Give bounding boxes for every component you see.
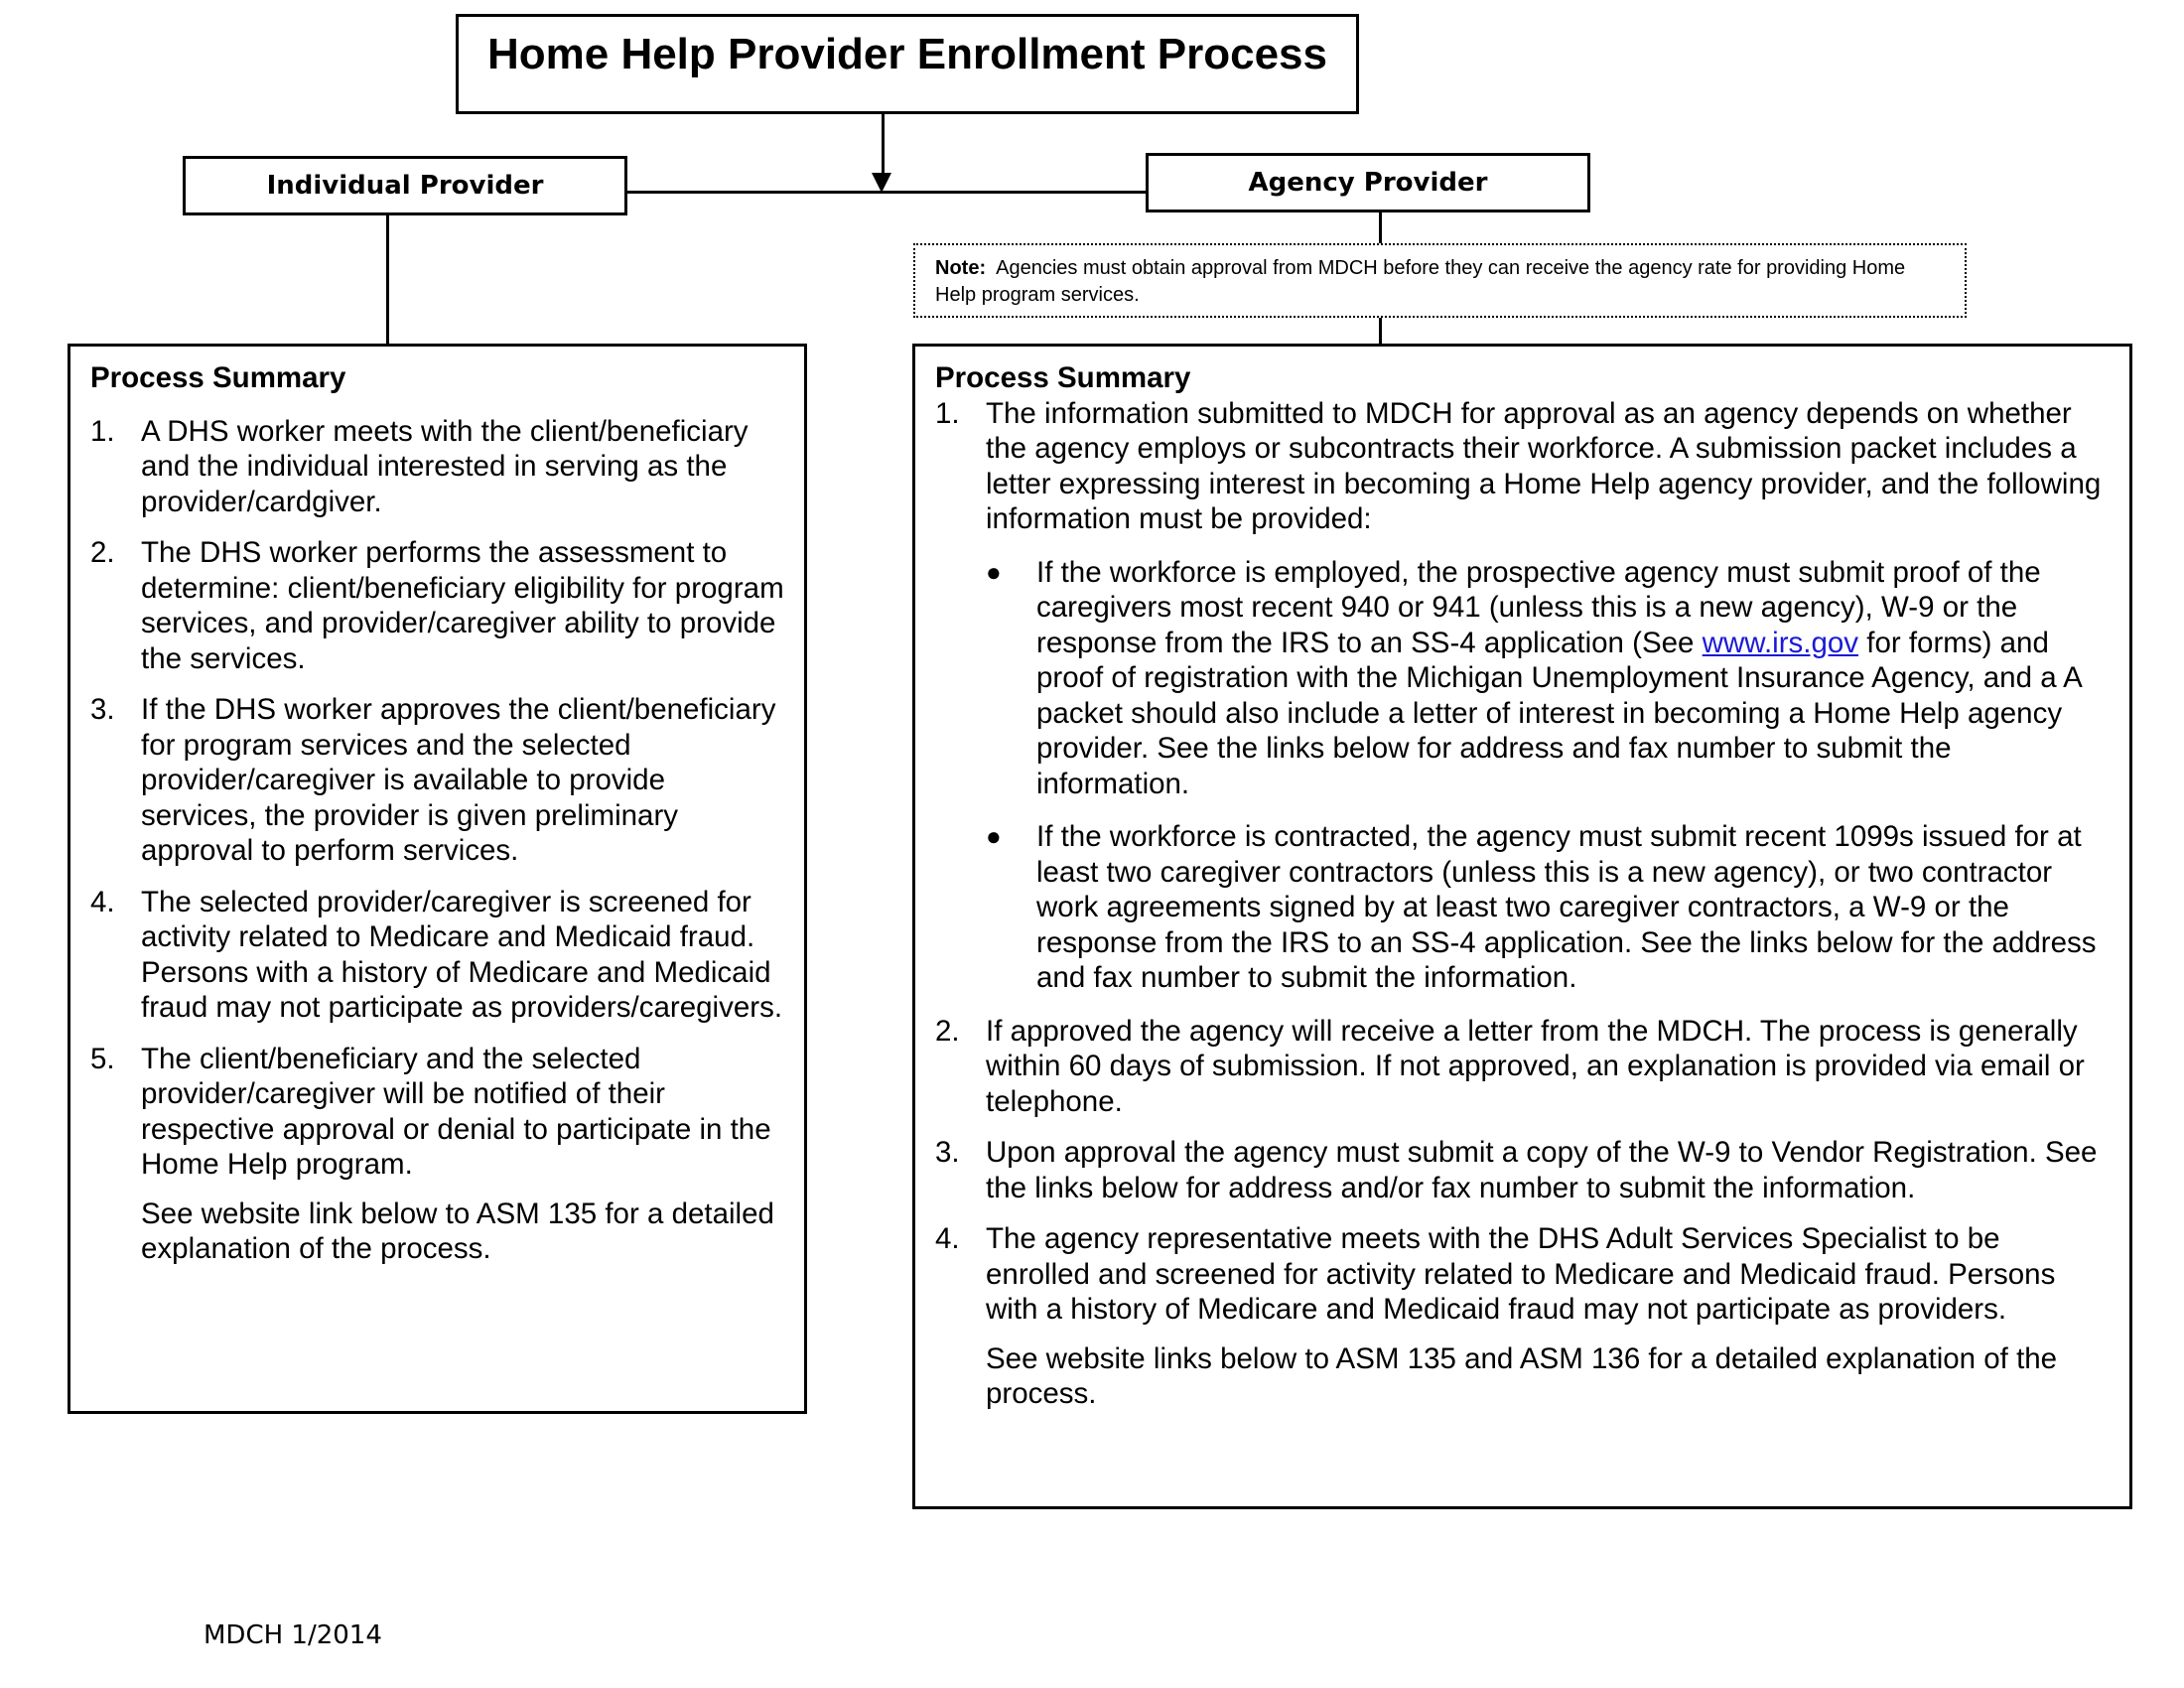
footer-revision: MDCH 1/2014 [204,1620,382,1650]
connector-agency-to-note [1379,212,1382,243]
note-text: Agencies must obtain approval from MDCH before they can receive the agency rate for providing Home Help program services. [935,257,1906,306]
irs-link[interactable]: www.irs.gov [1702,626,1859,659]
agency-steps-list [935,396,2110,1412]
bullet-text-before-link: If the workforce is employed, the prospective agency must submit proof of the caregivers most recent 940 or 941 (unless this is a new agency), W-9 or the response from the IRS to an SS-4 application (See [1036,555,2041,659]
list-item [935,396,2110,996]
step-text: Upon approval the agency must submit a copy of the W-9 to Vendor Registration. See the links below for address and/or fax number to submit the information. [986,1136,2098,1204]
step-text: A DHS worker meets with the client/beneficiary and the individual interested in serving as the provider/cardgiver. [141,414,749,518]
agency-closing-note: See website links below to ASM 135 and ASM 136 for a detailed explanation of the process. [986,1341,2058,1410]
list-item [986,555,2110,802]
step-number: 2. [90,536,115,569]
individual-process-summary [68,344,807,1414]
agency-provider-label: Agency Provider [1248,168,1488,198]
agency-requirements-list [986,555,2110,996]
note-label: Note: [935,257,987,279]
step-text: If approved the agency will receive a letter from the MDCH. The process is generally within 60 days of submission. If not approved, an explanation is provided via email or telephone. [986,1014,2085,1118]
list-item [90,1042,784,1267]
connector-individual-down [386,215,389,344]
step-number: 3. [935,1136,960,1169]
list-item [90,692,784,869]
step-number: 4. [935,1222,960,1255]
individual-provider-box [183,156,627,215]
list-item [90,535,784,676]
bullet-text: If the workforce is contracted, the agency must submit recent 1099s issued for at least two caregiver contractors (unless this is a new agency), or two contractor work agreements signed by at least two caregiver contractors, a W-9 or the response from the IRS to an SS-4 application. See the links below for the address and fax number to submit the information. [1036,820,2097,994]
connector-note-to-panel [1379,318,1382,344]
step-text: The DHS worker performs the assessment to determine: client/beneficiary eligibility for program services, and provider/caregiver ability to provide the services. [141,536,784,675]
page-title: Home Help Provider Enrollment Process [486,29,1328,78]
individual-provider-label: Individual Provider [266,171,544,201]
step-text: The agency representative meets with the DHS Adult Services Specialist to be enrolled and screened for activity related to Medicare and Medicaid fraud. Persons with a history of Medicare and Medicaid fraud may not participate as providers. [986,1222,2056,1326]
agency-summary-title: Process Summary [935,361,1191,394]
list-item [986,819,2110,996]
step-text: The client/beneficiary and the selected provider/caregiver will be notified of their respective approval or denial to participate in the Home Help program. [141,1042,771,1181]
title-box [456,14,1359,114]
connector-horizontal [627,191,1147,194]
list-item [935,1014,2110,1120]
step-number: 3. [90,693,115,726]
step-text: If the DHS worker approves the client/beneficiary for program services and the selected provider/caregiver is available to provide services, the provider is given preliminary approval to perform services. [141,693,776,867]
step-text: The information submitted to MDCH for approval as an agency depends on whether the agency employs or subcontracts their workforce. A submission packet includes a letter expressing interest in becoming a Home Help agency provider, and the following information must be provided: [986,396,2102,535]
bullet-icon: ● [986,821,1002,851]
step-number: 1. [935,396,960,430]
list-item [90,414,784,520]
step-text: The selected provider/caregiver is screened for activity related to Medicare and Medicaid fraud. Persons with a history of Medicare and Medicaid fraud may not participate as providers/caregivers. [141,885,783,1024]
step-number: 4. [90,885,115,918]
agency-provider-box [1146,153,1590,212]
bullet-text-after-link: for forms) and proof of registration with the Michigan Unemployment Insurance Agency, and a A packet should also include a letter of interest in becoming a Home Help agency provider. See the links below for address and fax number to submit the information. [1036,626,2082,800]
step-number: 2. [935,1014,960,1048]
bullet-icon: ● [986,556,1002,587]
individual-steps-list [90,414,784,1267]
agency-note [913,243,1967,318]
individual-summary-title: Process Summary [90,361,346,394]
list-item [935,1135,2110,1205]
list-item [90,885,784,1026]
individual-closing-note: See website link below to ASM 135 for a detailed explanation of the process. [141,1196,774,1265]
step-number: 5. [90,1042,115,1075]
arrowhead-down [872,173,891,193]
step-number: 1. [90,414,115,448]
agency-process-summary [912,344,2132,1509]
list-item [935,1221,2110,1412]
